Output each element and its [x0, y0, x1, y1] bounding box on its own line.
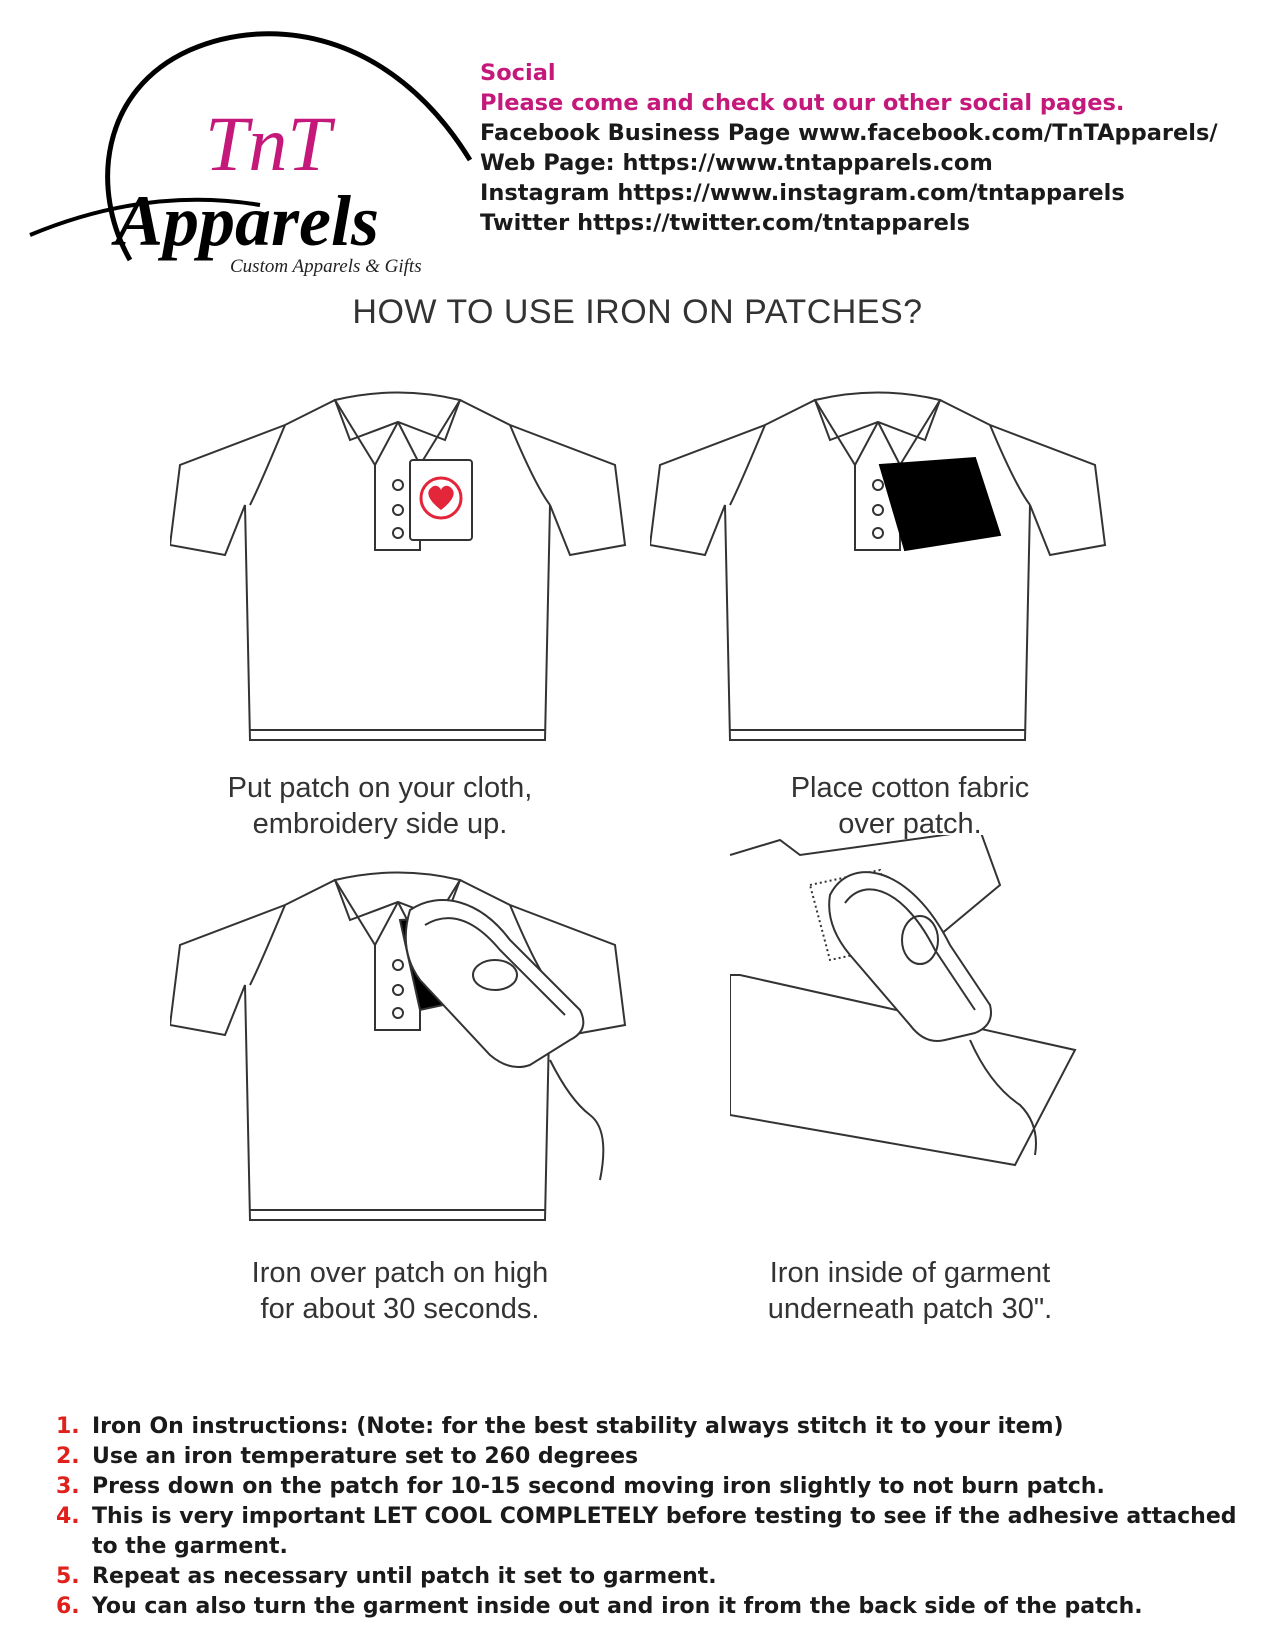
step-number: 4.	[56, 1504, 80, 1529]
step-text: You can also turn the garment inside out and iron it from the back side of the patch.	[92, 1594, 1143, 1619]
panel-1-caption-line2: embroidery side up.	[252, 808, 508, 840]
social-block	[480, 58, 1260, 238]
logo-tnt-text: TnT	[205, 100, 331, 187]
step-text: This is very important LET COOL COMPLETELY before testing to see if the adhesive attached to the garment.	[92, 1504, 1237, 1559]
step-number: 5.	[56, 1564, 80, 1589]
website-link[interactable]: Web Page: https://www.tntapparels.com	[480, 150, 993, 176]
instruction-step	[56, 1502, 1266, 1562]
step-number: 1.	[56, 1414, 80, 1439]
step-text: Iron On instructions: (Note: for the best stability always stitch it to your item)	[92, 1414, 1064, 1439]
step-text: Press down on the patch for 10-15 second moving iron slightly to not burn patch.	[92, 1474, 1105, 1499]
logo-tagline: Custom Apparels & Gifts	[230, 256, 422, 277]
ironing-inside-illustration	[730, 835, 1080, 1225]
panel-3-caption-line1: Iron over patch on high	[251, 1257, 549, 1289]
panel-2-caption-line2: over patch.	[838, 808, 982, 840]
step-number: 3.	[56, 1474, 80, 1499]
step-number: 6.	[56, 1594, 80, 1619]
shirt-with-patch-illustration	[170, 370, 630, 760]
instructions-list	[56, 1412, 1266, 1622]
panel-1-caption-line1: Put patch on your cloth,	[227, 772, 533, 804]
panel-3-caption	[170, 1255, 630, 1327]
panel-4-caption-line1: Iron inside of garment	[769, 1257, 1051, 1289]
page-title: HOW TO USE IRON ON PATCHES?	[352, 293, 923, 331]
instruction-step	[56, 1562, 1266, 1592]
panel-3-caption-line2: for about 30 seconds.	[260, 1293, 540, 1325]
social-heading: Social	[480, 60, 556, 86]
twitter-link[interactable]: Twitter https://twitter.com/tntapparels	[480, 210, 971, 236]
step-number: 2.	[56, 1444, 80, 1469]
logo-apparels-text: Apparels	[115, 181, 380, 261]
facebook-link[interactable]: Facebook Business Page www.facebook.com/TnTApparels/	[480, 120, 1218, 146]
instruction-step	[56, 1592, 1266, 1622]
panel-4-caption	[700, 1255, 1120, 1327]
instruction-step	[56, 1472, 1266, 1502]
panel-4-caption-line2: underneath patch 30".	[767, 1293, 1053, 1325]
shirt-with-cloth-illustration	[650, 370, 1110, 760]
tnt-apparels-logo	[10, 20, 480, 280]
instruction-step	[56, 1412, 1266, 1442]
panel-1-caption	[170, 770, 590, 842]
panel-2-caption-line1: Place cotton fabric	[790, 772, 1030, 804]
step-text: Use an iron temperature set to 260 degrees	[92, 1444, 639, 1469]
instagram-link[interactable]: Instagram https://www.instagram.com/tntapparels	[480, 180, 1125, 206]
social-invite: Please come and check out our other social pages.	[480, 90, 1125, 116]
step-text: Repeat as necessary until patch it set to garment.	[92, 1564, 717, 1589]
ironing-shirt-illustration	[170, 850, 630, 1250]
panel-2-caption	[700, 770, 1120, 842]
instruction-step	[56, 1442, 1266, 1472]
